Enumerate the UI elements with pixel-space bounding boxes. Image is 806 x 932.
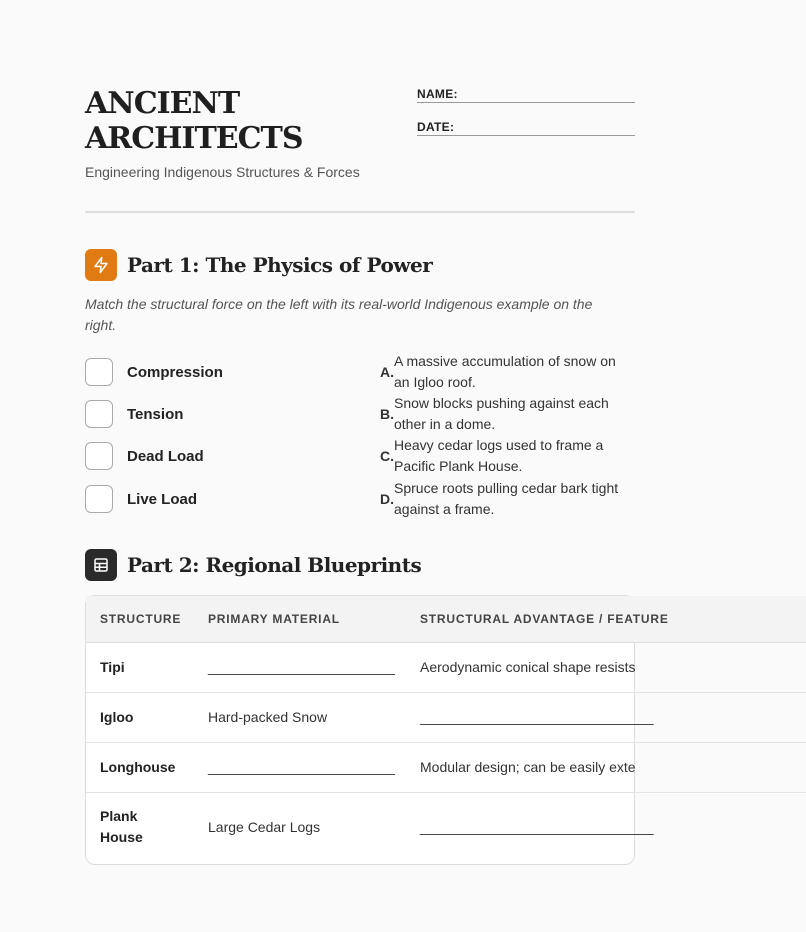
column-header: STRUCTURE [86,596,194,642]
term-row [85,358,223,386]
term-checkbox[interactable] [85,485,113,513]
part1-heading [85,248,432,282]
worksheet-page [85,0,669,932]
table-row [86,692,806,742]
option-letter: C. [380,448,394,464]
page-subtitle: Engineering Indigenous Structures & Forces [85,164,360,180]
table-grid-icon [85,549,117,581]
term-checkbox[interactable] [85,442,113,470]
structure-cell: Igloo [86,692,194,742]
advantage-cell: Modular design; can be easily exte [406,742,806,792]
title-line-2: ARCHITECTS [85,121,303,156]
option-letter: D. [380,491,394,507]
blueprints-table [85,595,669,865]
part2-heading [85,548,421,582]
table-header-row [86,596,806,642]
table-row [86,642,806,692]
page-title [85,86,385,156]
term-row [85,485,197,513]
term-label: Tension [127,405,184,423]
option-text: Snow blocks pushing against each other in a dome. [394,395,609,432]
lightning-bolt-icon [85,249,117,281]
date-label: DATE: [417,120,455,134]
option-letter: B. [380,406,394,422]
term-label: Compression [127,363,223,381]
term-label: Dead Load [127,447,204,465]
table-row [86,742,806,792]
option-text: Spruce roots pulling cedar bark tight against a frame. [394,480,619,517]
part1-instructions: Match the structural force on the left with its real-world Indigenous example on the right. [85,296,593,333]
option-text: Heavy cedar logs used to frame a Pacific Plank House. [394,437,604,474]
column-header: PRIMARY MATERIAL [194,596,406,642]
part2-title: Part 2: Regional Blueprints [127,553,422,577]
term-label: Live Load [127,490,198,508]
option-text: A massive accumulation of snow on an Igloo roof. [394,353,616,390]
match-option [380,393,635,435]
title-line-1: ANCIENT [85,86,240,121]
material-cell[interactable]: ________________________ [194,742,406,792]
term-row [85,400,183,428]
name-field[interactable] [417,85,635,103]
term-checkbox[interactable] [85,358,113,386]
structure-cell: Tipi [86,642,194,692]
advantage-cell: Aerodynamic conical shape resists [406,642,806,692]
date-field[interactable] [417,118,635,136]
match-option [380,478,635,520]
advantage-cell[interactable]: ______________________________ [406,692,806,742]
advantage-cell[interactable]: ______________________________ [420,819,654,836]
column-header: STRUCTURAL ADVANTAGE / FEATURE [406,596,806,642]
table-row [86,792,806,862]
term-checkbox[interactable] [85,400,113,428]
match-option [380,351,635,393]
header-divider [85,211,635,213]
name-label: NAME: [417,87,458,101]
part1-title: Part 1: The Physics of Power [127,253,433,277]
material-cell: Hard-packed Snow [194,692,406,742]
match-option [380,435,635,477]
structure-cell: Plank House [100,808,143,846]
term-row [85,442,204,470]
material-cell[interactable]: ________________________ [194,642,406,692]
material-cell: Large Cedar Logs [208,819,321,836]
structure-cell: Longhouse [86,742,194,792]
option-letter: A. [380,364,394,380]
